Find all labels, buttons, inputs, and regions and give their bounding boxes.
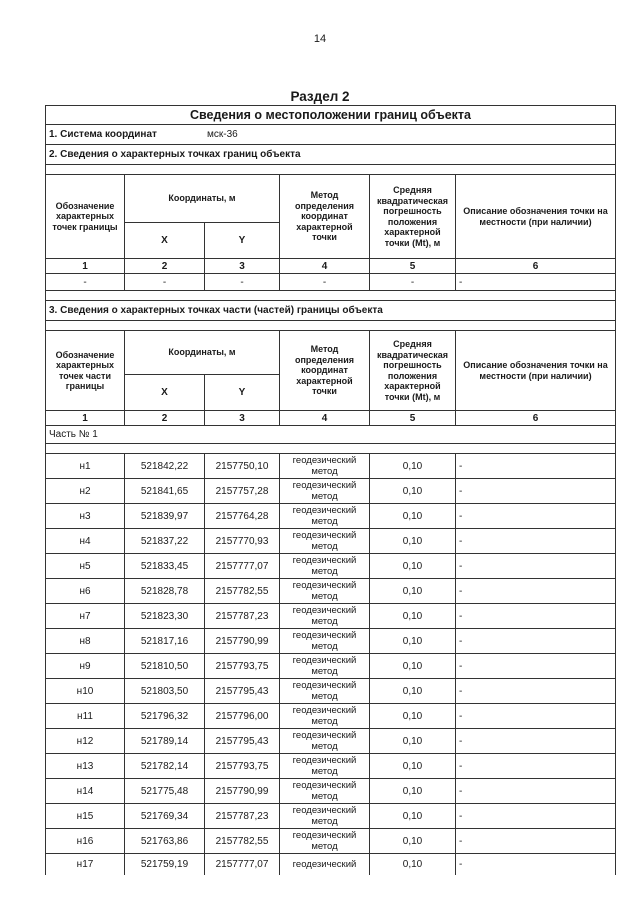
coord-y: 2157787,23 xyxy=(205,804,280,829)
table-row xyxy=(46,479,616,504)
s3-header-y: Y xyxy=(205,375,280,411)
description: - xyxy=(456,829,616,854)
boundary-table xyxy=(45,105,616,875)
coord-y: 2157795,43 xyxy=(205,679,280,704)
point-name: н12 xyxy=(46,729,125,754)
description: - xyxy=(456,479,616,504)
method: геодезический метод xyxy=(280,604,370,629)
coord-y: 2157757,28 xyxy=(205,479,280,504)
method: геодезический метод xyxy=(280,704,370,729)
table-row xyxy=(46,679,616,704)
coord-x: 521833,45 xyxy=(125,554,205,579)
coord-y: 2157750,10 xyxy=(205,454,280,479)
method: геодезический метод xyxy=(280,454,370,479)
error-value: 0,10 xyxy=(370,504,456,529)
coord-x: 521828,78 xyxy=(125,579,205,604)
point-name: н1 xyxy=(46,454,125,479)
point-name: н4 xyxy=(46,529,125,554)
method: геодезический метод xyxy=(280,529,370,554)
method: геодезический метод xyxy=(280,654,370,679)
table-row xyxy=(46,829,616,854)
column-number: 4 xyxy=(280,259,370,274)
coord-y: 2157787,23 xyxy=(205,604,280,629)
s2-header-designation: Обозначение характерных точек границы xyxy=(46,175,125,259)
point-name: н15 xyxy=(46,804,125,829)
s3-header-error: Средняя квадратическая погрешность положения характерной точки (Mt), м xyxy=(370,331,456,411)
coord-x: 521817,16 xyxy=(125,629,205,654)
coord-y: 2157782,55 xyxy=(205,579,280,604)
method: геодезический метод xyxy=(280,729,370,754)
error-value: 0,10 xyxy=(370,604,456,629)
error-value: 0,10 xyxy=(370,654,456,679)
coord-x: 521763,86 xyxy=(125,829,205,854)
error-value: 0,10 xyxy=(370,479,456,504)
table-cell: - xyxy=(125,274,205,291)
document-title: Сведения о местоположении границ объекта xyxy=(46,106,616,125)
point-name: н9 xyxy=(46,654,125,679)
error-value: 0,10 xyxy=(370,779,456,804)
table-row xyxy=(46,504,616,529)
coord-y: 2157796,00 xyxy=(205,704,280,729)
spacer xyxy=(46,165,616,175)
table-row xyxy=(46,454,616,479)
coord-y: 2157770,93 xyxy=(205,529,280,554)
table-row xyxy=(46,754,616,779)
coord-x: 521810,50 xyxy=(125,654,205,679)
coord-y: 2157764,28 xyxy=(205,504,280,529)
s3-header-x: X xyxy=(125,375,205,411)
coord-x: 521839,97 xyxy=(125,504,205,529)
point-name: н17 xyxy=(46,854,125,876)
description: - xyxy=(456,654,616,679)
description: - xyxy=(456,554,616,579)
table-cell: - xyxy=(456,274,616,291)
error-value: 0,10 xyxy=(370,554,456,579)
coord-x: 521803,50 xyxy=(125,679,205,704)
s2-header-error: Средняя квадратическая погрешность положения характерной точки (Mt), м xyxy=(370,175,456,259)
coord-x: 521841,65 xyxy=(125,479,205,504)
error-value: 0,10 xyxy=(370,579,456,604)
point-name: н14 xyxy=(46,779,125,804)
s2-header-x: X xyxy=(125,223,205,259)
point-name: н5 xyxy=(46,554,125,579)
description: - xyxy=(456,729,616,754)
s2-header-coordinates: Координаты, м xyxy=(125,175,280,223)
coord-x: 521769,34 xyxy=(125,804,205,829)
method: геодезический метод xyxy=(280,579,370,604)
point-name: н6 xyxy=(46,579,125,604)
column-number: 1 xyxy=(46,259,125,274)
coordinate-system-value: мск-36 xyxy=(207,129,238,140)
s3-header-method: Метод определения координат характерной точки xyxy=(280,331,370,411)
table-cell: - xyxy=(46,274,125,291)
method: геодезический метод xyxy=(280,779,370,804)
error-value: 0,10 xyxy=(370,804,456,829)
point-name: н3 xyxy=(46,504,125,529)
table-row xyxy=(46,779,616,804)
coord-y: 2157777,07 xyxy=(205,854,280,876)
coordinate-system xyxy=(46,125,616,145)
coord-x: 521796,32 xyxy=(125,704,205,729)
point-name: н7 xyxy=(46,604,125,629)
coord-y: 2157795,43 xyxy=(205,729,280,754)
section-title: Раздел 2 xyxy=(290,89,350,104)
column-number: 5 xyxy=(370,411,456,426)
description: - xyxy=(456,704,616,729)
column-number: 4 xyxy=(280,411,370,426)
error-value: 0,10 xyxy=(370,854,456,876)
table-row xyxy=(46,654,616,679)
method: геодезический метод xyxy=(280,829,370,854)
point-name: н8 xyxy=(46,629,125,654)
table-row xyxy=(46,629,616,654)
method: геодезический метод xyxy=(280,554,370,579)
column-number: 2 xyxy=(125,259,205,274)
coord-x: 521842,22 xyxy=(125,454,205,479)
coord-x: 521775,48 xyxy=(125,779,205,804)
coord-y: 2157782,55 xyxy=(205,829,280,854)
error-value: 0,10 xyxy=(370,729,456,754)
column-number: 3 xyxy=(205,411,280,426)
column-number: 5 xyxy=(370,259,456,274)
table-row xyxy=(46,704,616,729)
point-name: н10 xyxy=(46,679,125,704)
description: - xyxy=(456,504,616,529)
coord-y: 2157793,75 xyxy=(205,754,280,779)
error-value: 0,10 xyxy=(370,629,456,654)
s2-header-method: Метод определения координат характерной точки xyxy=(280,175,370,259)
table-cell: - xyxy=(205,274,280,291)
s3-header-description: Описание обозначения точки на местности (при наличии) xyxy=(456,331,616,411)
error-value: 0,10 xyxy=(370,704,456,729)
point-name: н2 xyxy=(46,479,125,504)
table-row xyxy=(46,604,616,629)
error-value: 0,10 xyxy=(370,829,456,854)
coord-y: 2157790,99 xyxy=(205,629,280,654)
page-number: 14 xyxy=(313,33,327,45)
column-number: 2 xyxy=(125,411,205,426)
description: - xyxy=(456,854,616,876)
description: - xyxy=(456,679,616,704)
table-row xyxy=(46,554,616,579)
description: - xyxy=(456,529,616,554)
method: геодезический метод xyxy=(280,754,370,779)
coordinate-system-label: 1. Система координат xyxy=(49,129,157,140)
description: - xyxy=(456,629,616,654)
description: - xyxy=(456,804,616,829)
s3-header-coordinates: Координаты, м xyxy=(125,331,280,375)
error-value: 0,10 xyxy=(370,529,456,554)
point-name: н11 xyxy=(46,704,125,729)
table-row xyxy=(46,804,616,829)
coord-y: 2157793,75 xyxy=(205,654,280,679)
point-name: н13 xyxy=(46,754,125,779)
method: геодезический метод xyxy=(280,629,370,654)
column-number: 6 xyxy=(456,259,616,274)
column-number: 6 xyxy=(456,411,616,426)
s3-header-designation: Обозначение характерных точек части границы xyxy=(46,331,125,411)
table-cell: - xyxy=(370,274,456,291)
description: - xyxy=(456,454,616,479)
column-number: 3 xyxy=(205,259,280,274)
error-value: 0,10 xyxy=(370,754,456,779)
coord-x: 521782,14 xyxy=(125,754,205,779)
s2-header-description: Описание обозначения точки на местности (при наличии) xyxy=(456,175,616,259)
part-label: Часть № 1 xyxy=(46,426,616,444)
description: - xyxy=(456,579,616,604)
table-row xyxy=(46,529,616,554)
s2-header-y: Y xyxy=(205,223,280,259)
spacer xyxy=(46,321,616,331)
point-name: н16 xyxy=(46,829,125,854)
column-number: 1 xyxy=(46,411,125,426)
spacer xyxy=(46,444,616,454)
coord-x: 521837,22 xyxy=(125,529,205,554)
method: геодезический метод xyxy=(280,679,370,704)
description: - xyxy=(456,779,616,804)
method: геодезический xyxy=(280,854,370,876)
coord-y: 2157777,07 xyxy=(205,554,280,579)
spacer xyxy=(46,291,616,301)
method: геодезический метод xyxy=(280,804,370,829)
coord-y: 2157790,99 xyxy=(205,779,280,804)
section2-title: 2. Сведения о характерных точках границ объекта xyxy=(46,145,616,165)
table-row xyxy=(46,854,616,876)
error-value: 0,10 xyxy=(370,679,456,704)
description: - xyxy=(456,604,616,629)
description: - xyxy=(456,754,616,779)
table-row xyxy=(46,729,616,754)
table-cell: - xyxy=(280,274,370,291)
coord-x: 521823,30 xyxy=(125,604,205,629)
table-row xyxy=(46,579,616,604)
error-value: 0,10 xyxy=(370,454,456,479)
method: геодезический метод xyxy=(280,479,370,504)
method: геодезический метод xyxy=(280,504,370,529)
coord-x: 521789,14 xyxy=(125,729,205,754)
section3-title: 3. Сведения о характерных точках части (частей) границы объекта xyxy=(46,301,616,321)
coord-x: 521759,19 xyxy=(125,854,205,876)
